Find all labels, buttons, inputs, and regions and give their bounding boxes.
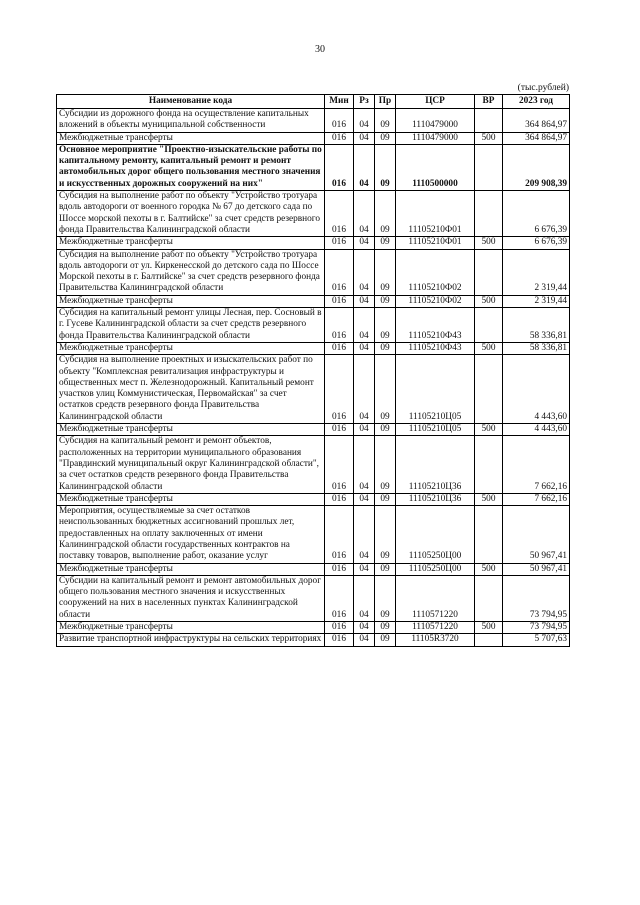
column-header: ВР — [475, 95, 503, 109]
row-name-cell: Субсидия на выполнение работ по объекту "Устройство тротуара вдоль автодороги от военного городка № 67 до детского сада по Шоссе морской пехоты в г. Балтийске" за счет средств резервного фонда Правительства Калининградской области — [57, 191, 325, 237]
row-pr-cell: 09 — [375, 622, 396, 634]
column-header: Наименование кода — [57, 95, 325, 109]
row-amount-cell: 6 676,39 — [503, 237, 570, 249]
table-row — [57, 237, 570, 249]
row-rz-cell: 04 — [354, 144, 375, 190]
row-min-cell: 016 — [325, 109, 354, 133]
row-name-cell: Субсидия на капитальный ремонт и ремонт объектов, расположенных на территории муниципального образования "Правдинский муниципальный округ Калининградской области", за счет остатков средств резервного фонда Правительства Калининградской области — [57, 436, 325, 493]
row-vr-cell: 500 — [475, 563, 503, 575]
row-amount-cell: 50 967,41 — [503, 563, 570, 575]
row-min-cell: 016 — [325, 308, 354, 343]
table-row — [57, 295, 570, 307]
row-amount-cell: 6 676,39 — [503, 191, 570, 237]
row-pr-cell: 09 — [375, 436, 396, 493]
row-min-cell: 016 — [325, 132, 354, 144]
row-amount-cell: 209 908,39 — [503, 144, 570, 190]
row-vr-cell — [475, 249, 503, 295]
row-csr-cell: 1110571220 — [396, 575, 475, 621]
row-vr-cell: 500 — [475, 622, 503, 634]
row-amount-cell: 73 794,95 — [503, 622, 570, 634]
row-csr-cell: 11105210Ц36 — [396, 436, 475, 493]
table-row — [57, 436, 570, 493]
row-name-cell: Межбюджетные трансферты — [57, 424, 325, 436]
row-min-cell: 016 — [325, 493, 354, 505]
row-pr-cell: 09 — [375, 634, 396, 646]
table-row — [57, 132, 570, 144]
row-pr-cell: 09 — [375, 355, 396, 424]
row-pr-cell: 09 — [375, 342, 396, 354]
table-row — [57, 424, 570, 436]
row-min-cell: 016 — [325, 355, 354, 424]
row-rz-cell: 04 — [354, 237, 375, 249]
row-pr-cell: 09 — [375, 493, 396, 505]
row-min-cell: 016 — [325, 506, 354, 563]
row-amount-cell: 364 864,97 — [503, 132, 570, 144]
row-vr-cell — [475, 436, 503, 493]
row-csr-cell: 1110479000 — [396, 132, 475, 144]
row-csr-cell: 11105R3720 — [396, 634, 475, 646]
row-name-cell: Субсидии из дорожного фонда на осуществление капитальных вложений в объекты муниципальной собственности — [57, 109, 325, 133]
table-row — [57, 144, 570, 190]
row-vr-cell — [475, 575, 503, 621]
row-pr-cell: 09 — [375, 563, 396, 575]
row-rz-cell: 04 — [354, 493, 375, 505]
row-amount-cell: 50 967,41 — [503, 506, 570, 563]
row-name-cell: Межбюджетные трансферты — [57, 295, 325, 307]
row-pr-cell: 09 — [375, 308, 396, 343]
row-rz-cell: 04 — [354, 132, 375, 144]
table-row — [57, 109, 570, 133]
row-amount-cell: 58 336,81 — [503, 342, 570, 354]
column-header: 2023 год — [503, 95, 570, 109]
row-name-cell: Межбюджетные трансферты — [57, 237, 325, 249]
row-vr-cell: 500 — [475, 295, 503, 307]
row-csr-cell: 11105250Ц00 — [396, 563, 475, 575]
budget-table — [56, 94, 570, 647]
row-amount-cell: 4 443,60 — [503, 355, 570, 424]
row-csr-cell: 11105210Ф01 — [396, 191, 475, 237]
row-rz-cell: 04 — [354, 308, 375, 343]
row-vr-cell: 500 — [475, 424, 503, 436]
row-vr-cell — [475, 109, 503, 133]
table-row — [57, 355, 570, 424]
row-name-cell: Межбюджетные трансферты — [57, 622, 325, 634]
row-pr-cell: 09 — [375, 295, 396, 307]
row-pr-cell: 09 — [375, 132, 396, 144]
row-min-cell: 016 — [325, 563, 354, 575]
row-min-cell: 016 — [325, 634, 354, 646]
row-min-cell: 016 — [325, 295, 354, 307]
row-min-cell: 016 — [325, 191, 354, 237]
column-header: Мин — [325, 95, 354, 109]
row-min-cell: 016 — [325, 342, 354, 354]
table-row — [57, 506, 570, 563]
row-csr-cell: 1110479000 — [396, 109, 475, 133]
row-vr-cell: 500 — [475, 493, 503, 505]
row-rz-cell: 04 — [354, 355, 375, 424]
row-name-cell: Межбюджетные трансферты — [57, 563, 325, 575]
row-rz-cell: 04 — [354, 436, 375, 493]
row-csr-cell: 1110500000 — [396, 144, 475, 190]
row-vr-cell — [475, 634, 503, 646]
row-amount-cell: 364 864,97 — [503, 109, 570, 133]
row-vr-cell: 500 — [475, 237, 503, 249]
row-vr-cell — [475, 144, 503, 190]
row-rz-cell: 04 — [354, 622, 375, 634]
row-csr-cell: 11105210Ф02 — [396, 295, 475, 307]
row-name-cell: Межбюджетные трансферты — [57, 493, 325, 505]
table-row — [57, 308, 570, 343]
row-min-cell: 016 — [325, 436, 354, 493]
row-rz-cell: 04 — [354, 424, 375, 436]
row-csr-cell: 1110571220 — [396, 622, 475, 634]
row-min-cell: 016 — [325, 237, 354, 249]
row-csr-cell: 11105210Ф43 — [396, 342, 475, 354]
table-row — [57, 249, 570, 295]
table-row — [57, 493, 570, 505]
row-min-cell: 016 — [325, 249, 354, 295]
row-csr-cell: 11105210Ф01 — [396, 237, 475, 249]
row-name-cell: Субсидия на капитальный ремонт улицы Лесная, пер. Сосновый в г. Гусеве Калининградской области за счет средств резервного фонда Правительства Калининградской области — [57, 308, 325, 343]
row-pr-cell: 09 — [375, 191, 396, 237]
row-min-cell: 016 — [325, 144, 354, 190]
row-csr-cell: 11105210Ф02 — [396, 249, 475, 295]
row-vr-cell: 500 — [475, 342, 503, 354]
row-csr-cell: 11105250Ц00 — [396, 506, 475, 563]
column-header: Пр — [375, 95, 396, 109]
row-amount-cell: 73 794,95 — [503, 575, 570, 621]
table-header-row — [57, 95, 570, 109]
row-pr-cell: 09 — [375, 109, 396, 133]
row-amount-cell: 2 319,44 — [503, 249, 570, 295]
table-row — [57, 563, 570, 575]
row-vr-cell: 500 — [475, 132, 503, 144]
table-row — [57, 575, 570, 621]
row-vr-cell — [475, 355, 503, 424]
row-name-cell: Субсидия на выполнение работ по объекту "Устройство тротуара вдоль автодороги от ул. Киркенесской до детского сада по Шоссе Морской пехоты в г. Балтийске" за счет средств резервного фонда Правительства Калининградской области — [57, 249, 325, 295]
row-rz-cell: 04 — [354, 506, 375, 563]
row-csr-cell: 11105210Ц05 — [396, 355, 475, 424]
row-name-cell: Межбюджетные трансферты — [57, 132, 325, 144]
table-body — [57, 109, 570, 647]
row-name-cell: Субсидия на выполнение проектных и изыскательских работ по объекту "Комплексная ревитализация инфраструктуры и общественных мест п. Железнодорожный. Капитальный ремонт участков улиц Коммунистическая, Первомайская" за счет остатков средств резервного фонда Правительства Калининградской области — [57, 355, 325, 424]
row-amount-cell: 4 443,60 — [503, 424, 570, 436]
row-amount-cell: 2 319,44 — [503, 295, 570, 307]
row-rz-cell: 04 — [354, 575, 375, 621]
row-rz-cell: 04 — [354, 249, 375, 295]
row-amount-cell: 5 707,63 — [503, 634, 570, 646]
row-name-cell: Основное мероприятие "Проектно-изыскательские работы по капитальному ремонту, капитальный ремонт и ремонт автомобильных дорог общего пользования местного значения и искусственных дорожных сооружений на них" — [57, 144, 325, 190]
row-rz-cell: 04 — [354, 295, 375, 307]
table-row — [57, 622, 570, 634]
row-pr-cell: 09 — [375, 144, 396, 190]
row-amount-cell: 7 662,16 — [503, 493, 570, 505]
units-label: (тыс.рублей) — [517, 83, 569, 93]
row-name-cell: Мероприятия, осуществляемые за счет остатков неиспользованных бюджетных ассигнований прошлых лет, предоставленных на оплату заключенных от имени Калининградской области государственных контрактов на поставку товаров, выполнение работ, оказание услуг — [57, 506, 325, 563]
row-name-cell: Межбюджетные трансферты — [57, 342, 325, 354]
row-name-cell: Развитие транспортной инфраструктуры на сельских территориях — [57, 634, 325, 646]
row-csr-cell: 11105210Ф43 — [396, 308, 475, 343]
page-number: 30 — [315, 44, 325, 55]
row-rz-cell: 04 — [354, 191, 375, 237]
row-min-cell: 016 — [325, 622, 354, 634]
table-row — [57, 191, 570, 237]
row-rz-cell: 04 — [354, 109, 375, 133]
column-header: Рз — [354, 95, 375, 109]
row-rz-cell: 04 — [354, 634, 375, 646]
column-header: ЦСР — [396, 95, 475, 109]
row-vr-cell — [475, 506, 503, 563]
row-pr-cell: 09 — [375, 237, 396, 249]
row-rz-cell: 04 — [354, 342, 375, 354]
row-vr-cell — [475, 191, 503, 237]
row-name-cell: Субсидии на капитальный ремонт и ремонт автомобильных дорог общего пользования местного значения и искусственных сооружений на них в населенных пунктах Калининградской области — [57, 575, 325, 621]
row-pr-cell: 09 — [375, 424, 396, 436]
row-min-cell: 016 — [325, 575, 354, 621]
row-csr-cell: 11105210Ц36 — [396, 493, 475, 505]
row-csr-cell: 11105210Ц05 — [396, 424, 475, 436]
table-row — [57, 634, 570, 646]
row-rz-cell: 04 — [354, 563, 375, 575]
row-min-cell: 016 — [325, 424, 354, 436]
row-amount-cell: 7 662,16 — [503, 436, 570, 493]
row-pr-cell: 09 — [375, 249, 396, 295]
row-amount-cell: 58 336,81 — [503, 308, 570, 343]
row-pr-cell: 09 — [375, 575, 396, 621]
table-row — [57, 342, 570, 354]
row-vr-cell — [475, 308, 503, 343]
row-pr-cell: 09 — [375, 506, 396, 563]
